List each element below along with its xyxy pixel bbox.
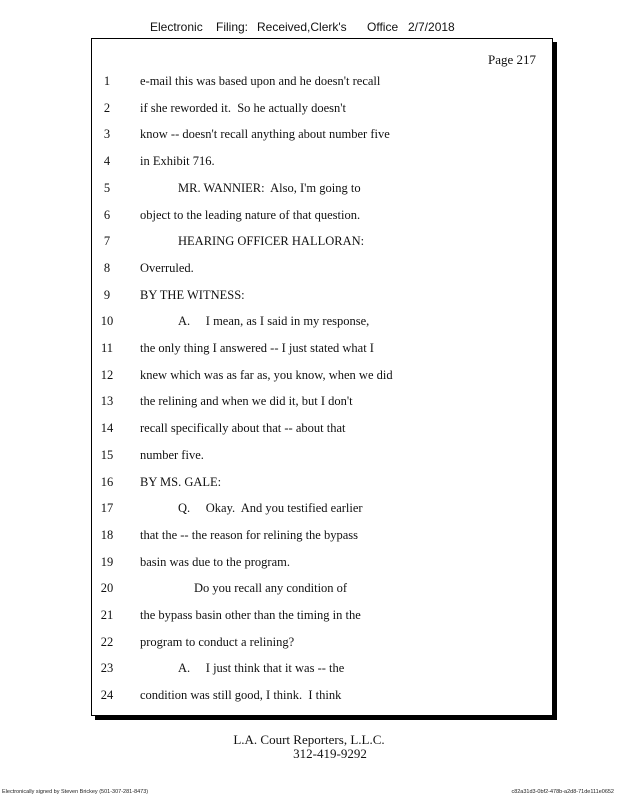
transcript-line xyxy=(92,311,552,331)
document-id: c82a31d3-0bf2-478b-a2d8-71de111e0652 xyxy=(511,789,614,795)
line-text: if she reworded it. So he actually doesn't xyxy=(140,100,347,115)
line-number: 23 xyxy=(100,661,114,676)
transcript-line xyxy=(92,391,552,411)
header-received: Received,Clerk's xyxy=(257,20,347,34)
line-text: Overruled. xyxy=(140,260,194,275)
line-text: basin was due to the program. xyxy=(140,554,290,569)
transcript-line xyxy=(92,605,552,625)
line-text: in Exhibit 716. xyxy=(140,154,215,169)
line-text: Do you recall any condition of xyxy=(194,581,348,596)
transcript-line xyxy=(92,445,552,465)
line-text: MR. WANNIER: Also, I'm going to xyxy=(178,180,361,195)
transcript-page xyxy=(91,38,553,716)
line-number: 9 xyxy=(103,287,111,302)
line-number: 22 xyxy=(100,634,114,649)
line-text: HEARING OFFICER HALLORAN: xyxy=(178,234,365,249)
line-number: 12 xyxy=(100,367,114,382)
line-text: condition was still good, I think. I think xyxy=(140,688,342,703)
line-number: 2 xyxy=(103,100,111,115)
line-number: 15 xyxy=(100,447,114,462)
transcript-line xyxy=(92,338,552,358)
line-text: recall specifically about that -- about that xyxy=(140,421,346,436)
line-text: object to the leading nature of that question. xyxy=(140,207,361,222)
line-text: know -- doesn't recall anything about number five xyxy=(140,127,390,142)
page-number: Page 217 xyxy=(487,52,536,67)
transcript-line xyxy=(92,472,552,492)
line-number: 18 xyxy=(100,527,114,542)
header-date: 2/7/2018 xyxy=(408,20,455,34)
line-text: knew which was as far as, you know, when we did xyxy=(140,367,393,382)
line-text: e-mail this was based upon and he doesn't recall xyxy=(140,74,381,88)
line-text: the only thing I answered -- I just stated what I xyxy=(140,341,374,355)
line-number: 10 xyxy=(100,314,114,329)
header-office: Office xyxy=(367,20,399,34)
transcript-line xyxy=(92,178,552,198)
line-number: 13 xyxy=(100,394,114,409)
footer-phone: 312-419-9292 xyxy=(293,746,367,761)
line-number: 19 xyxy=(100,554,114,569)
transcript-line xyxy=(92,205,552,225)
transcript-line xyxy=(92,124,552,144)
line-number: 8 xyxy=(103,260,111,275)
transcript-line xyxy=(92,498,552,518)
line-number: 4 xyxy=(103,154,111,169)
header-filing: Filing: xyxy=(216,20,249,34)
transcript-line xyxy=(92,231,552,251)
transcript-line xyxy=(92,258,552,278)
transcript-line xyxy=(92,71,552,91)
transcript-line xyxy=(92,632,552,652)
line-number: 3 xyxy=(103,127,111,142)
line-number: 24 xyxy=(100,688,114,703)
line-number: 1 xyxy=(103,74,111,88)
line-number: 14 xyxy=(100,421,114,436)
transcript-line xyxy=(92,418,552,438)
transcript-line xyxy=(92,525,552,545)
line-text: the relining and when we did it, but I don't xyxy=(140,394,353,409)
line-number: 21 xyxy=(100,608,114,622)
transcript-line xyxy=(92,685,552,705)
line-text: number five. xyxy=(140,447,204,462)
transcript-line xyxy=(92,552,552,572)
transcript-line xyxy=(92,365,552,385)
line-number: 7 xyxy=(103,234,111,249)
line-number: 20 xyxy=(100,581,114,596)
signature-note: Electronically signed by Steven Brickey (501-307-281-8473) xyxy=(2,789,149,795)
transcript-line xyxy=(92,98,552,118)
line-text: A. I mean, as I said in my response, xyxy=(178,314,370,329)
line-number: 16 xyxy=(100,474,114,489)
line-text: A. I just think that it was -- the xyxy=(178,661,345,676)
line-text: BY THE WITNESS: xyxy=(140,287,245,302)
transcript-line xyxy=(92,151,552,171)
transcript-line xyxy=(92,285,552,305)
line-text: that the -- the reason for relining the bypass xyxy=(140,527,358,542)
header-electronic: Electronic xyxy=(150,20,203,34)
line-text: the bypass basin other than the timing in the xyxy=(140,608,361,622)
transcript-line xyxy=(92,578,552,598)
transcript-line xyxy=(92,658,552,678)
line-number: 5 xyxy=(103,180,111,195)
line-text: BY MS. GALE: xyxy=(140,474,222,489)
footer xyxy=(0,733,618,761)
line-text: Q. Okay. And you testified earlier xyxy=(178,501,363,516)
footer-company: L.A. Court Reporters, L.L.C. xyxy=(233,732,385,747)
line-number: 6 xyxy=(103,207,111,222)
line-text: program to conduct a relining? xyxy=(140,634,295,649)
line-number: 11 xyxy=(100,341,114,355)
line-number: 17 xyxy=(100,501,114,516)
